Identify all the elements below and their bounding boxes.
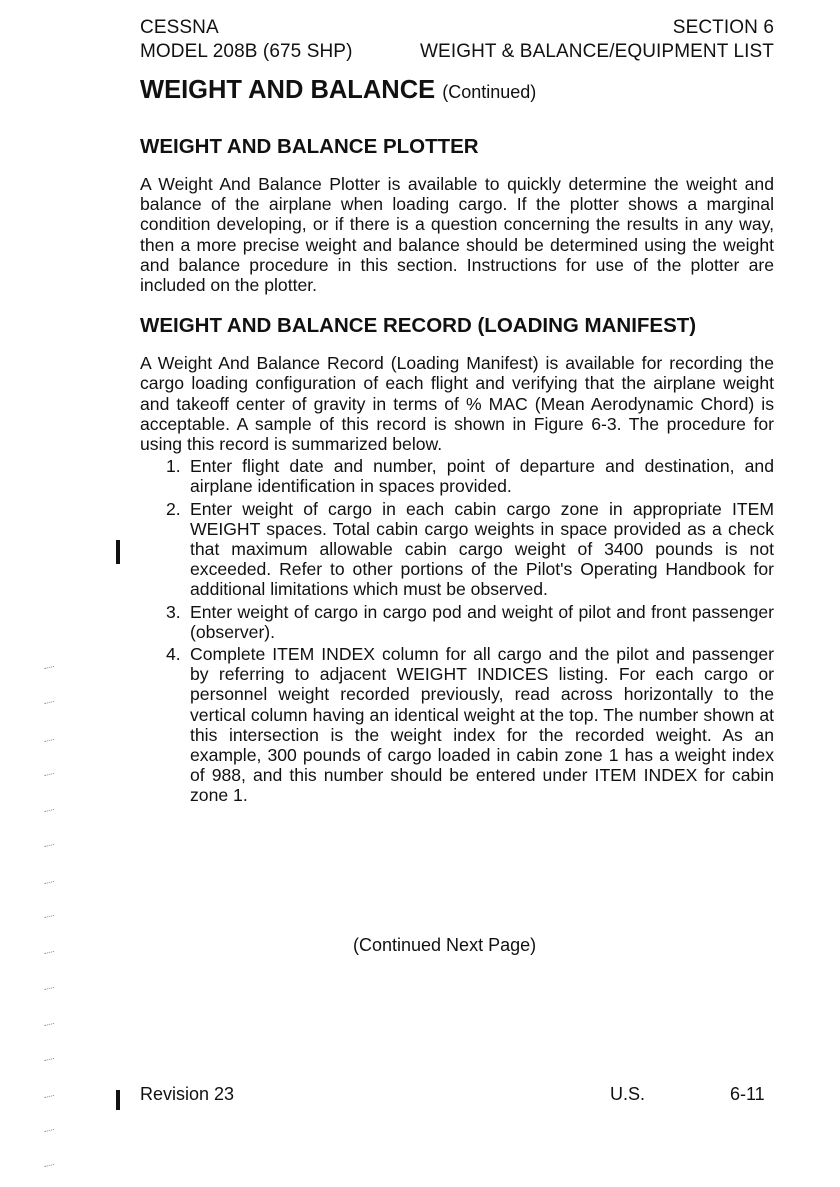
step-number: 4. [166, 644, 181, 665]
document-page [140, 16, 774, 806]
scan-mark [44, 913, 54, 918]
page-title [140, 75, 774, 107]
step-number: 2. [166, 498, 181, 519]
scan-mark [44, 699, 54, 704]
scan-mark [44, 771, 54, 776]
running-header-top [140, 16, 774, 40]
step-number: 3. [166, 601, 181, 622]
step-number: 1. [166, 456, 181, 477]
scan-mark [44, 1093, 54, 1098]
revision-change-bar [116, 540, 120, 564]
scan-mark [44, 664, 54, 669]
continued-note: (Continued Next Page) [353, 935, 537, 955]
step-text: Enter flight date and number, point of departure and destination, and airplane identification in spaces provided. [190, 456, 774, 497]
step-text: Enter weight of cargo in cargo pod and weight of pilot and front passenger (observer). [190, 601, 774, 642]
scan-mark [44, 949, 54, 954]
record-paragraph: A Weight And Balance Record (Loading Manifest) is available for recording the cargo loading configuration of each flight and verifying that the airplane weight and takeoff center of gravity in terms of % MAC (Mean Aerodynamic Chord) is acceptable. A sample of this record is shown in Figure 6-3. The procedure for using this record is summarized below. [140, 353, 774, 455]
scan-mark [44, 807, 54, 812]
scan-mark [44, 842, 54, 847]
record-heading: WEIGHT AND BALANCE RECORD (LOADING MANIFEST) [140, 314, 697, 338]
scan-mark [44, 985, 54, 990]
header-make: CESSNA [140, 17, 219, 38]
procedure-step [140, 456, 774, 496]
footer-revision: Revision 23 [140, 1084, 235, 1104]
step-text: Complete ITEM INDEX column for all cargo and the pilot and passenger by referring to adjacent WEIGHT INDICES listing. For each cargo or personnel weight recorded previously, read across horizontally to the vertical column having an identical weight at the top. The number shown at this intersection is the weight index for the recorded weight. As an example, 300 pounds of cargo loaded in cabin zone 1 has a weight index of 988, and this number should be entered under ITEM INDEX for cabin zone 1. [190, 644, 774, 806]
footer-region: U.S. [610, 1084, 646, 1104]
procedure-step [140, 499, 774, 600]
scan-mark [44, 879, 54, 884]
scan-mark [44, 1127, 54, 1132]
procedure-step [140, 644, 774, 806]
scan-mark [44, 1162, 54, 1167]
header-section: SECTION 6 [672, 17, 774, 38]
footer-revision-bar [116, 1090, 120, 1110]
step-text: Enter weight of cargo in each cabin cargo zone in appropriate ITEM WEIGHT spaces. Total cabin cargo weights in space provided as a check that maximum allowable cabin cargo weight of 3400 pounds is not exceeded. Refer to other portions of the Pilot's Operating Handbook for additional limitations which must be observed. [190, 498, 774, 600]
running-header-bottom [140, 40, 774, 64]
scan-mark [44, 737, 54, 742]
procedure-steps [140, 456, 774, 805]
scan-mark [44, 1021, 54, 1026]
scan-mark [44, 1056, 54, 1061]
page-title-main: WEIGHT AND BALANCE [140, 76, 436, 104]
page-title-suffix: (Continued) [442, 82, 537, 102]
header-model: MODEL 208B (675 SHP) [140, 41, 353, 62]
header-section-title: WEIGHT & BALANCE/EQUIPMENT LIST [420, 41, 774, 62]
plotter-paragraph: A Weight And Balance Plotter is available to quickly determine the weight and balance of the airplane when loading cargo. If the plotter shows a marginal condition developing, or if there is a question concerning the results in any way, then a more precise weight and balance should be determined using the weight and balance procedure in this section. Instructions for use of the plotter are included on the plotter. [140, 174, 774, 296]
procedure-step [140, 602, 774, 642]
page-number: 6-11 [730, 1084, 765, 1104]
plotter-heading: WEIGHT AND BALANCE PLOTTER [140, 135, 479, 158]
